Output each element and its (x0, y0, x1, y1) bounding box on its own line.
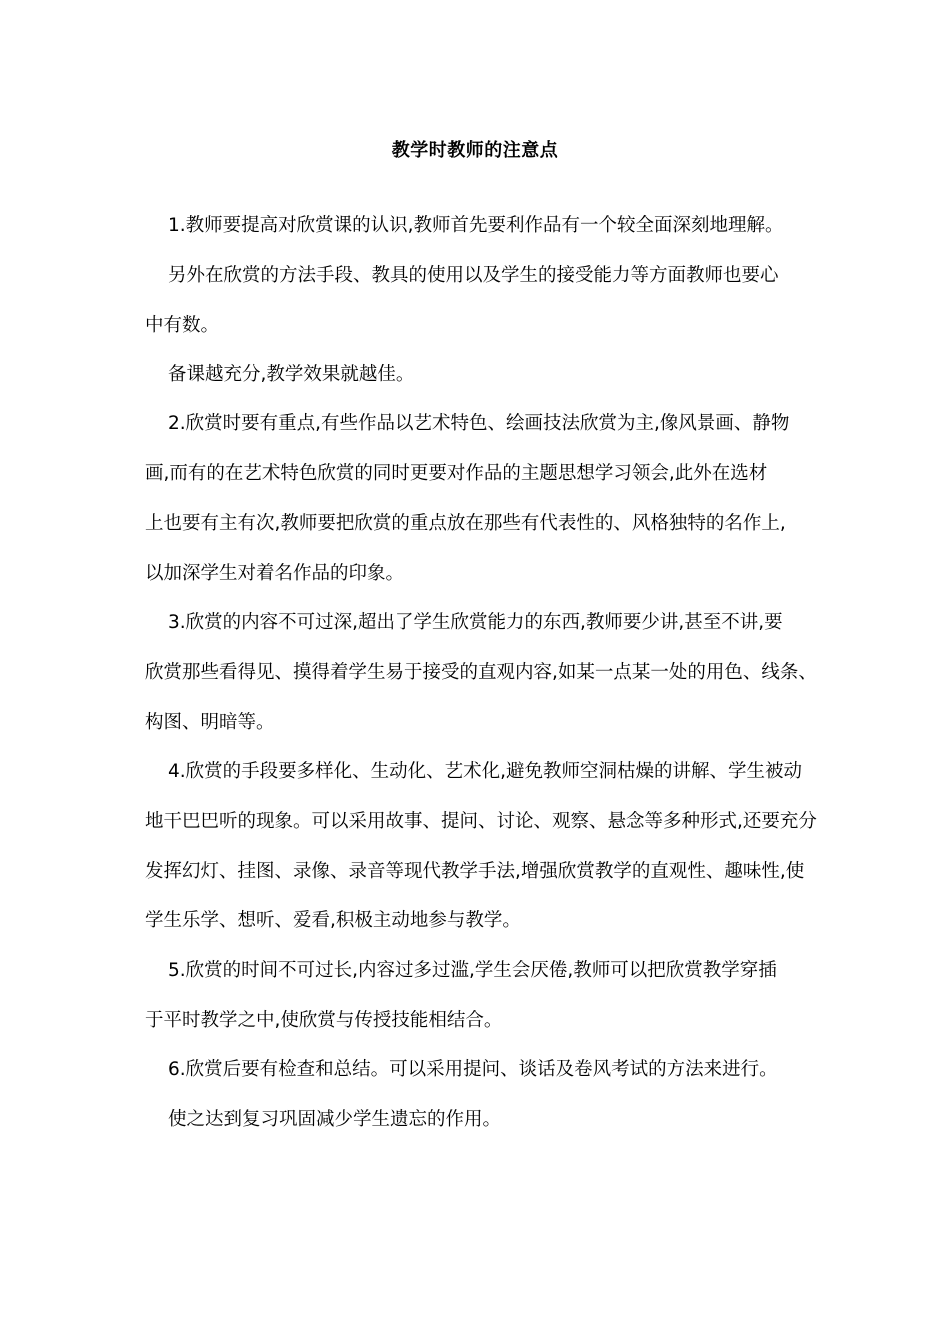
text-line-19: 使之达到复习巩固减少学生遗忘的作用。 (168, 1109, 502, 1130)
text-line-6: 画,而有的在艺术特色欣赏的同时更要对作品的主题思想学习领会,此外在选材 (145, 463, 768, 484)
text-line-13: 地干巴巴听的现象。可以采用故事、提问、讨论、观察、悬念等多种形式,还要充分 (145, 811, 817, 832)
text-line-2: 另外在欣赏的方法手段、教具的使用以及学生的接受能力等方面教师也要心 (168, 265, 779, 286)
text-line-4: 备课越充分,教学效果就越佳。 (168, 364, 415, 385)
text-line-17: 于平时教学之中,使欣赏与传授技能相结合。 (145, 1010, 503, 1031)
text-line-10: 欣赏那些看得见、摸得着学生易于接受的直观内容,如某一点某一处的用色、线条、 (145, 662, 817, 683)
text-line-14: 发挥幻灯、挂图、录像、录音等现代教学手法,增强欣赏教学的直观性、趣味性,使 (145, 861, 805, 882)
text-line-3: 中有数。 (145, 315, 220, 336)
text-line-1: 1.教师要提高对欣赏课的认识,教师首先要利作品有一个较全面深刻地理解。 (168, 215, 784, 236)
text-line-15: 学生乐学、想听、爱看,积极主动地参与教学。 (145, 910, 521, 931)
text-line-9: 3.欣赏的内容不可过深,超出了学生欣赏能力的东西,教师要少讲,甚至不讲,要 (168, 612, 783, 633)
text-line-18: 6.欣赏后要有检查和总结。可以采用提问、谈话及卷风考试的方法来进行。 (168, 1059, 778, 1080)
text-line-8: 以加深学生对着名作品的印象。 (145, 563, 405, 584)
document-title: 教学时教师的注意点 (391, 140, 559, 161)
text-line-16: 5.欣赏的时间不可过长,内容过多过滥,学生会厌倦,教师可以把欣赏教学穿插 (168, 960, 777, 981)
text-line-12: 4.欣赏的手段要多样化、生动化、艺术化,避免教师空洞枯燥的讲解、学生被动 (168, 761, 803, 782)
text-line-11: 构图、明暗等。 (145, 712, 275, 733)
text-line-5: 2.欣赏时要有重点,有些作品以艺术特色、绘画技法欣赏为主,像风景画、静物 (168, 413, 790, 434)
text-line-7: 上也要有主有次,教师要把欣赏的重点放在那些有代表性的、风格独特的名作上, (145, 513, 786, 534)
